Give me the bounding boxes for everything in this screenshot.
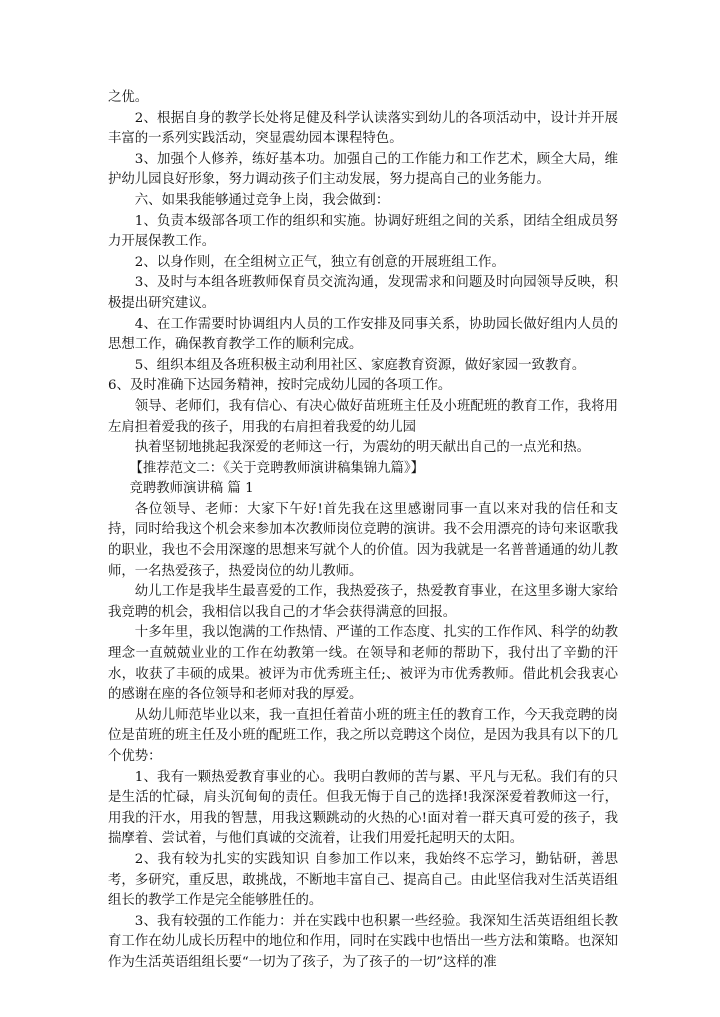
recommended-title: 【推荐范文二：《关于竞聘教师演讲稿集锦九篇》】 <box>129 460 425 476</box>
paragraph: 2、根据自身的教学长处将足健及科学认读落实到幼儿的各项活动中，设计并开展丰富的一系列实践活动，突显震幼园本课程特色。 <box>108 110 618 147</box>
paragraph: 6、及时准确下达园务精神，按时完成幼儿园的各项工作。 <box>108 378 452 394</box>
paragraph: 1、我有一颗热爱教育事业的心。我明白教师的苦与累、平凡与无私。我们有的只是生活的忙碌，肩头沉甸甸的责任。但我无悔于自己的选择!我深深爱着教师这一行，用我的汗水，用我的智慧，用我这颗跳动的火热的心!面对着一群天真可爱的孩子，我揣摩着、尝试着，与他们真诚的交流着，让我们用爱托起明天的太阳。 <box>108 769 618 847</box>
section-heading: 六、如果我能够通过竞争上岗，我会做到： <box>134 192 390 208</box>
paragraph: 5、组织本组及各班积极主动利用社区、家庭教育资源，做好家园一致教育。 <box>134 357 586 373</box>
paragraph: 3、我有较强的工作能力：并在实践中也积累一些经验。我深知生活英语组组长教育工作在幼儿成长历程中的地位和作用，同时在实践中也悟出一些方法和策略。也深知作为生活英语组组长要“一切为了孩子，为了孩子的一切”这样的准 <box>108 913 618 970</box>
document-body <box>108 88 618 974</box>
paragraph: 幼儿工作是我毕生最喜爱的工作，我热爱孩子，热爱教育事业，在这里多谢大家给我竞聘的机会，我相信以我自己的才华会获得满意的回报。 <box>108 584 618 620</box>
paragraph: 执着坚韧地挑起我深爱的老师这一行，为震幼的明天献出自己的一点光和热。 <box>134 440 591 456</box>
paragraph: 十多年里，我以饱满的工作热情、严谨的工作态度、扎实的工作作风、科学的幼教理念一直兢兢业业的工作在幼教第一线。在领导和老师的帮助下，我付出了辛勤的汗水，收获了丰硕的成果。被评为市优秀班主任;、被评为市优秀教师。借此机会我衷心的感谢在座的各位领导和老师对我的厚爱。 <box>108 625 618 703</box>
paragraph: 2、以身作则，在全组树立正气，独立有创意的开展班组工作。 <box>134 254 505 270</box>
paragraph: 2、我有较为扎实的实践知识 自参加工作以来，我始终不忘学习，勤钻研，善思考，多研究，重反思，敢挑战，不断地丰富自己、提高自己。由此坚信我对生活英语组组长的教学工作是完全能够胜任的。 <box>108 851 618 909</box>
paragraph: 领导、老师们，我有信心、有决心做好苗班班主任及小班配班的教育工作，我将用左肩担着爱我的孩子，用我的右肩担着我爱的幼儿园 <box>108 398 618 435</box>
paragraph: 3、及时与本组各班教师保育员交流沟通，发现需求和问题及时向园领导反映，积极提出研究建议。 <box>108 275 618 311</box>
paragraph: 各位领导、老师：大家下午好!首先我在这里感谢同事一直以来对我的信任和支持，同时给我这个机会来参加本次教师岗位竞聘的演讲。我不会用漂亮的诗句来讴歌我的职业，我也不会用深邃的思想来写就个人的价值。因为我就是一名普普通通的幼儿教师，一名热爱孩子，热爱岗位的幼儿教师。 <box>108 501 618 579</box>
paragraph: 从幼儿师范毕业以来，我一直担任着苗小班的班主任的教育工作，今天我竞聘的岗位是苗班的班主任及小班的配班工作，我之所以竞聘这个岗位，是因为我具有以下的几个优势： <box>108 707 618 764</box>
paragraph: 3、加强个人修养，练好基本功。加强自己的工作能力和工作艺术，顾全大局，维护幼儿园良好形象，努力调动孩子们主动发展，努力提高自己的业务能力。 <box>108 151 618 188</box>
paragraph: 1、负责本级部各项工作的组织和实施。协调好班组之间的关系，团结全组成员努力开展保教工作。 <box>108 213 618 250</box>
article-title: 竞聘教师演讲稿 篇 1 <box>129 481 254 497</box>
paragraph: 4、在工作需要时协调组内人员的工作安排及同事关系，协助园长做好组内人员的思想工作，确保教育教学工作的顺利完成。 <box>108 316 618 353</box>
paragraph: 之优。 <box>108 90 149 105</box>
